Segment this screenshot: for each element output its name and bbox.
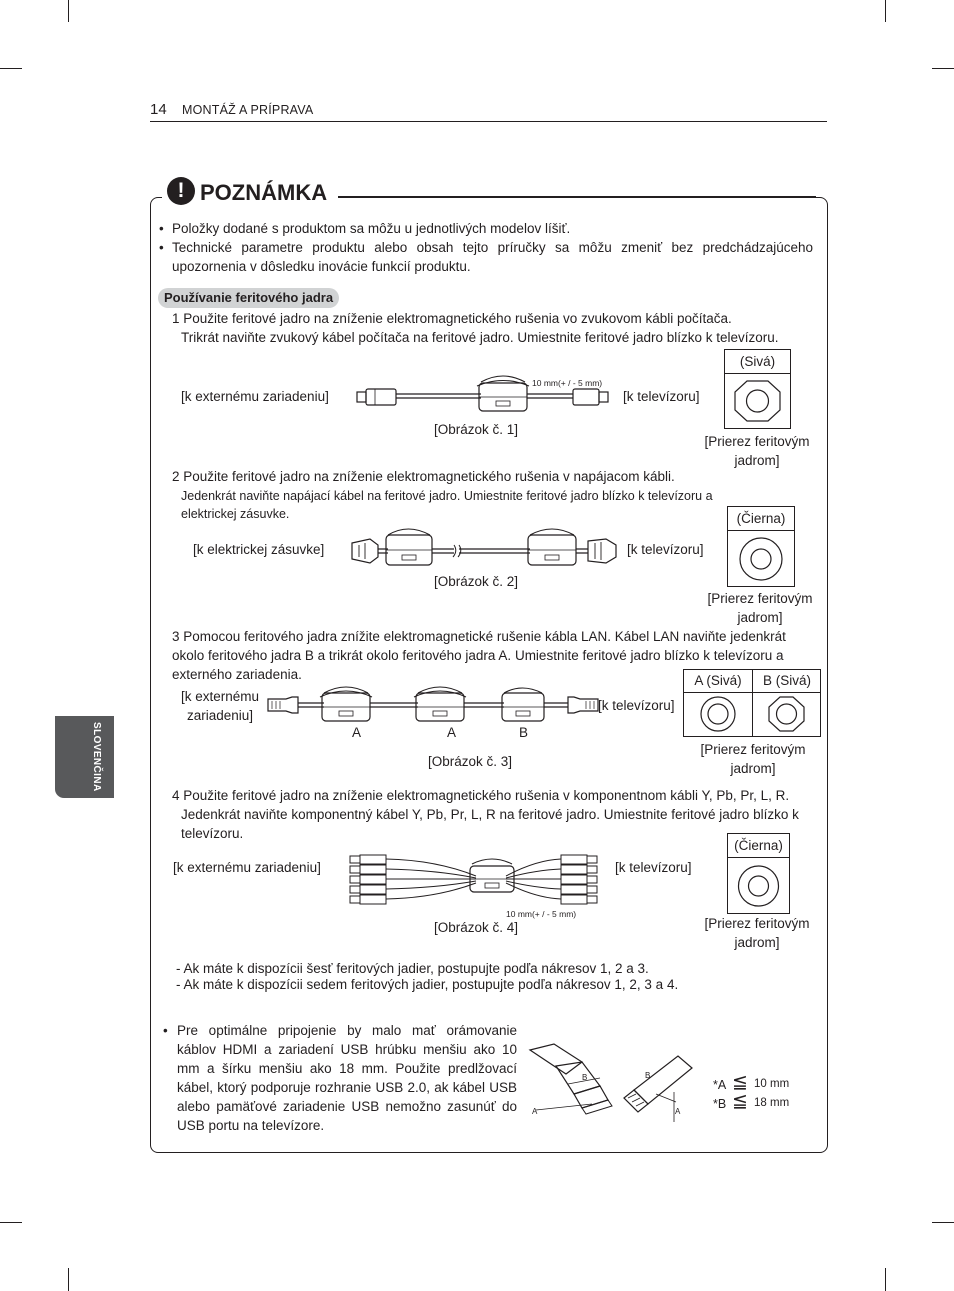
leq-symbol: ≦	[732, 1072, 748, 1093]
step1-cs-label: [Prierez feritovým jadrom]	[704, 434, 810, 468]
step1-right-label: [k televízoru]	[623, 389, 700, 404]
ferrite-octagon-b-icon	[753, 693, 820, 736]
crop-mark	[885, 0, 886, 22]
step3-label-b: B	[519, 725, 529, 740]
step3-cs-header-a: A (Sivá)	[684, 670, 752, 693]
audio-cable-drawing	[355, 372, 615, 416]
step3-text: 3 Pomocou feritového jadra znížite elektromagnetické rušenie kábla LAN. Kábel LAN naviňte jedenkrát okolo feritového jadra B a trikrát okolo feritového jadra A. Umiestnite feritové jadro blízko k televízoru a externého zariadenia.	[172, 629, 786, 682]
step1-cross-section	[724, 349, 791, 429]
lan-cable-drawing	[266, 683, 601, 725]
ferrite-heading: Používanie feritového jadra	[158, 288, 339, 308]
step4-dimension: 10 mm(+ / - 5 mm)	[506, 909, 577, 919]
hdmi-dim-a-label: A	[532, 1107, 538, 1116]
usb-dim-a-label: A	[675, 1107, 681, 1116]
step4-cross-section	[727, 833, 790, 914]
step4-left-label: [k externému zariadeniu]	[173, 860, 321, 875]
crop-mark	[932, 1222, 954, 1223]
hdmi-usb-note: Pre optimálne pripojenie by malo mať orámovanie káblov HDMI a zariadení USB hrúbku menšiu ako 10 mm a šírku menšiu ako 18 mm. Použite predlžovací kábel, ktorý podporuje rozhranie USB 2.0, ak kábel USB alebo pamäťové zariadenie USB nemožno zasunúť do USB portu na televízore.	[177, 1023, 517, 1133]
step3-right-label: [k televízoru]	[598, 698, 675, 713]
language-tab	[55, 716, 114, 798]
dash-note-2: - Ak máte k dispozícii sedem feritových jadier, postupujte podľa nákresov 1, 2, 3 a 4.	[176, 977, 679, 992]
dash-note-1: - Ak máte k dispozícii šesť feritových jadier, postupujte podľa nákresov 1, 2 a 3.	[176, 961, 649, 976]
step3-cross-section	[683, 669, 821, 737]
crop-mark	[0, 1222, 22, 1223]
step1-cs-header: (Sivá)	[725, 350, 790, 374]
component-cable-drawing	[346, 850, 602, 910]
step1-left-label: [k externému zariadeniu]	[181, 389, 329, 404]
step2-caption: [Obrázok č. 2]	[434, 574, 519, 589]
note-title-rule	[338, 196, 816, 197]
step2-cs-header: (Čierna)	[728, 507, 794, 531]
step3-label-a2: A	[447, 725, 457, 740]
language-tab-label: SLOVENČINA	[91, 722, 102, 792]
step4-caption: [Obrázok č. 4]	[434, 920, 519, 935]
header-rule	[150, 121, 827, 122]
step3-cs-header-b: B (Sivá)	[752, 670, 821, 693]
step3-label-a1: A	[352, 725, 362, 740]
step2-cross-section	[727, 506, 795, 587]
ferrite-ring-a-icon	[684, 693, 752, 736]
step3-caption: [Obrázok č. 3]	[428, 754, 513, 769]
crop-mark	[0, 68, 22, 69]
page-number: 14	[150, 101, 167, 118]
step3-cs-label: [Prierez feritovým jadrom]	[700, 742, 806, 776]
step1-line2: Trikrát naviňte zvukový kábel počítača na feritové jadro. Umiestnite feritové jadro blízko k televízoru.	[181, 330, 779, 345]
step1-caption: [Obrázok č. 1]	[434, 422, 519, 437]
step2-right-label: [k televízoru]	[627, 542, 704, 557]
ferrite-ring-icon	[728, 531, 794, 586]
crop-mark	[932, 68, 954, 69]
step3-left-label: [k externému zariadeniu]	[180, 689, 260, 723]
step4-line1: 4 Použite feritové jadro na zníženie elektromagnetického rušenia v komponentnom kábli Y, Pb, Pr, L, R.	[172, 788, 790, 803]
crop-mark	[885, 1268, 886, 1291]
dim-a-label: *A	[713, 1078, 727, 1092]
ferrite-octagon-icon	[725, 374, 790, 428]
dim-b-label: *B	[713, 1097, 727, 1111]
dim-a-value: 10 mm	[754, 1078, 790, 1090]
step2-cs-label: [Prierez feritovým jadrom]	[707, 591, 813, 625]
step4-right-label: [k televízoru]	[615, 860, 692, 875]
dim-b-value: 18 mm	[754, 1097, 790, 1109]
crop-mark	[68, 0, 69, 22]
step4-cs-header: (Čierna)	[728, 834, 789, 858]
power-cable-drawing	[350, 525, 625, 575]
usb-dim-b-label: B	[645, 1071, 651, 1080]
ferrite-ring-icon	[728, 858, 789, 913]
step2-left-label: [k elektrickej zásuvke]	[193, 542, 325, 557]
note-title: POZNÁMKA	[200, 180, 328, 205]
bullet-dot: •	[163, 1023, 168, 1038]
step4-cs-label: [Prierez feritovým jadrom]	[704, 916, 810, 950]
step1-line1: 1 Použite feritové jadro na zníženie elektromagnetického rušenia vo zvukovom kábli počítača.	[172, 311, 732, 326]
usb-stick-drawing	[618, 1050, 698, 1126]
step2-line1: 2 Použite feritové jadro na zníženie elektromagnetického rušenia v napájacom kábli.	[172, 469, 675, 484]
section-title: MONTÁŽ A PRÍPRAVA	[182, 103, 314, 117]
hdmi-plug-drawing	[526, 1044, 626, 1126]
step1-dimension: 10 mm(+ / - 5 mm)	[532, 378, 603, 388]
crop-mark	[68, 1268, 69, 1291]
leq-symbol: ≦	[732, 1091, 748, 1112]
step4-line2: Jedenkrát naviňte komponentný kábel Y, Pb, Pr, L, R na feritové jadro. Umiestnite feritové jadro blízko k televízoru.	[181, 807, 799, 841]
note-bullet-2: Technické parametre produktu alebo obsah tejto príručky sa môžu zmeniť bez predchádzajúceho upozornenia v dôsledku inovácie funkcií produktu.	[172, 240, 813, 274]
bullet-dot: •	[159, 240, 164, 255]
hdmi-dim-b-label: B	[582, 1073, 588, 1082]
note-bullet-1: Položky dodané s produktom sa môžu u jednotlivých modelov líšiť.	[172, 221, 571, 236]
bullet-dot: •	[159, 221, 164, 236]
warning-icon: !	[167, 177, 195, 205]
step2-line2: Jedenkrát naviňte napájací kábel na feritové jadro. Umiestnite feritové jadro blízko k televízoru a elektrickej zásuvke.	[181, 489, 713, 521]
